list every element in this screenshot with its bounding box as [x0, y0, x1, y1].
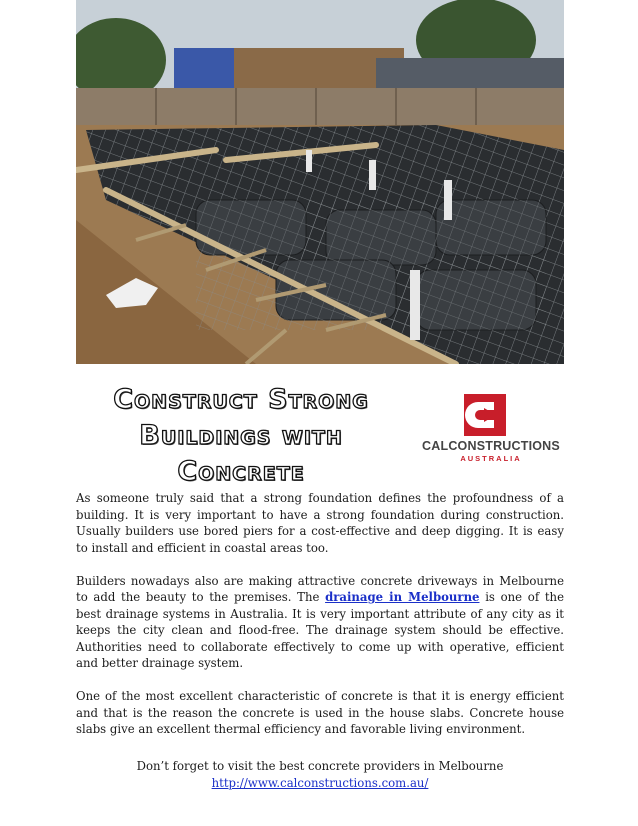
paragraph-1: As someone truly said that a strong foundation defines the profoundness of a building. It is very important to have a strong foundation during construction. Usually builders use bored piers for a cost-effective and deep digging. It is easy to install and efficient in coastal areas too.	[76, 491, 564, 555]
company-logo	[418, 394, 564, 470]
footer-text: Don’t forget to visit the best concrete providers in Melbourne	[136, 759, 504, 773]
page-title	[76, 382, 406, 490]
title-line-1: Construct Strong	[113, 384, 369, 415]
drainage-link[interactable]: drainage in Melbourne	[325, 590, 480, 604]
footer	[76, 758, 564, 791]
article-body	[76, 490, 564, 754]
paragraph-3: One of the most excellent characteristic of concrete is that it is energy efficient and that is the reason the concrete is used in the house slabs. Concrete house slabs give an excellent thermal efficiency and favorable living environment.	[76, 689, 564, 736]
paragraph-2-start: Builders nowadays also are making attractive concrete driveways in Melbourne to add the beauty to the premises. The	[76, 573, 564, 604]
paragraph-2-end: is one of the best drainage systems in Australia. It is very important attribute of any city as it keeps the city clean and flood-free. The drainage system should be effective. Authorities need to collaborate effectively to come up with operative, efficient and better drainage system.	[76, 590, 564, 670]
paragraph-2	[76, 573, 564, 672]
website-link[interactable]: http://www.calconstructions.com.au/	[211, 775, 429, 790]
hero-photo	[76, 0, 564, 364]
construction-site-photo	[76, 0, 564, 364]
title-line-2: Buildings with	[139, 420, 343, 451]
title-line-3: Concrete	[177, 456, 305, 487]
logo-name: CALCONSTRUCTIONS	[422, 439, 560, 453]
logo-subtitle: AUSTRALIA	[460, 454, 522, 463]
calconstructions-logo-icon	[464, 394, 506, 436]
